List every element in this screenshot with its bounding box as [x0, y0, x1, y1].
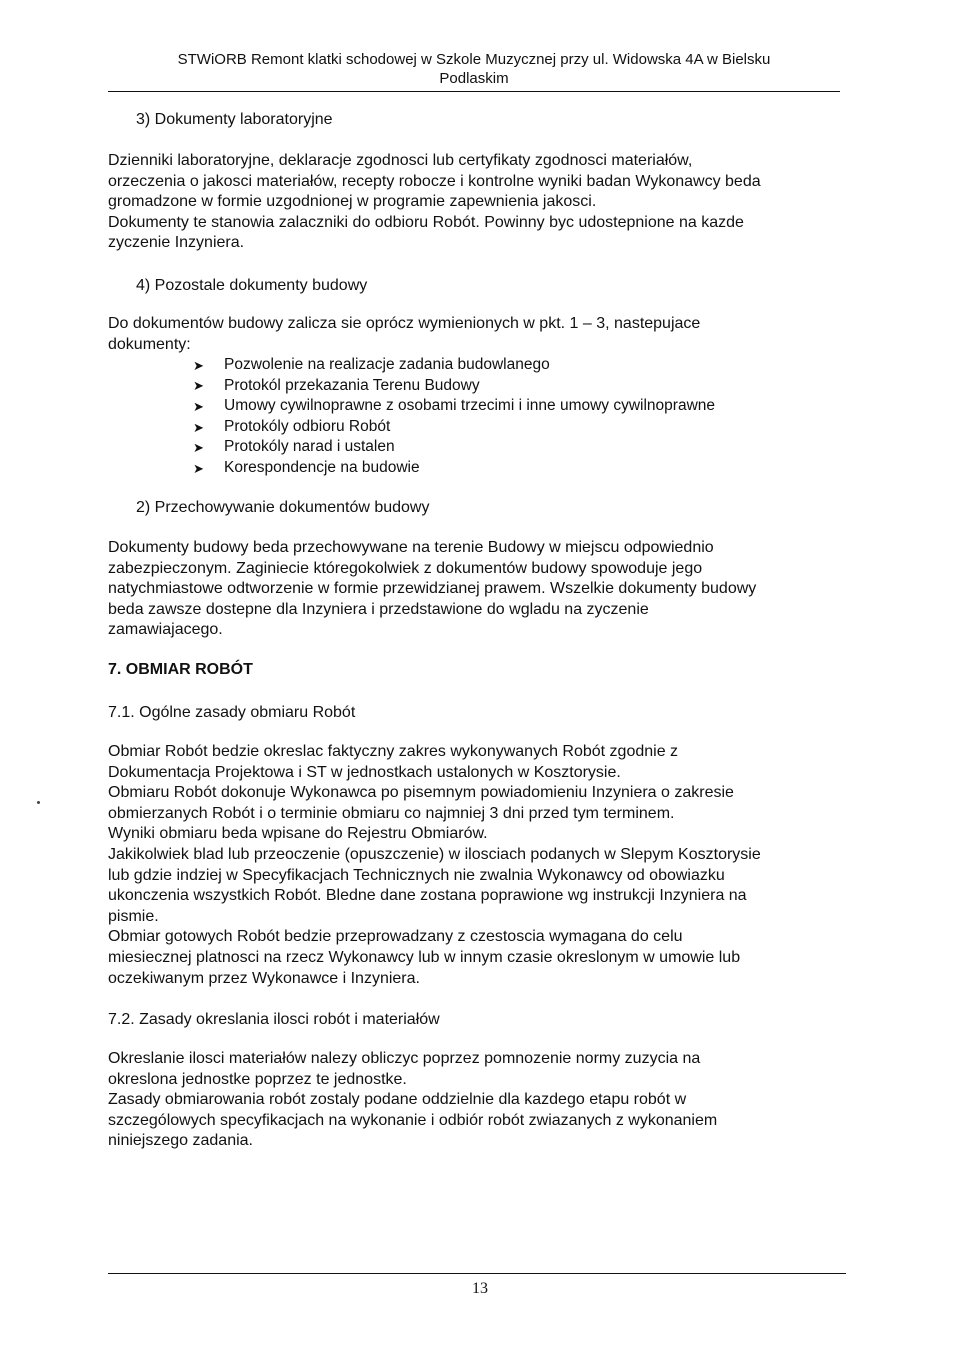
- list-item-text: Protokól przekazania Terenu Budowy: [224, 376, 480, 394]
- arrow-bullet-icon: ➤: [193, 419, 204, 435]
- text-line: Zasady obmiarowania robót zostaly podane oddzielnie dla kazdego etapu robót w: [108, 1091, 687, 1109]
- text-line: orzeczenia o jakosci materiałów, recepty robocze i kontrolne wyniki badan Wykonawcy beda: [108, 172, 761, 190]
- subsection-heading-7-1: 7.1. Ogólne zasady obmiaru Robót: [108, 704, 356, 721]
- text-line: dokumenty:: [108, 335, 191, 353]
- text-line: beda zawsze dostepne dla Inzyniera i przedstawione do wgladu na zyczenie: [108, 600, 649, 618]
- paragraph-measurement-rules: [108, 742, 828, 989]
- text-line: gromadzone w formie uzgodnionej w programie zapewnienia jakosci.: [108, 193, 597, 211]
- text-line: pismie.: [108, 907, 159, 925]
- section-heading-storage: 2) Przechowywanie dokumentów budowy: [136, 499, 430, 516]
- list-item: [193, 355, 715, 376]
- text-line: Okreslanie ilosci materiałów nalezy obliczyc poprzez pomnozenie normy zuzycia na: [108, 1050, 701, 1067]
- paragraph-lab-documents: [108, 151, 828, 254]
- section-heading-lab-documents: 3) Dokumenty laboratoryjne: [136, 111, 333, 128]
- list-item: [193, 417, 715, 438]
- text-line: Dokumenty te stanowia zalaczniki do odbioru Robót. Powinny byc udostepnione na kazde: [108, 213, 744, 231]
- list-item-text: Pozwolenie na realizacje zadania budowlanego: [224, 356, 550, 373]
- list-item: [193, 376, 715, 397]
- text-line: Wyniki obmiaru beda wpisane do Rejestru Obmiarów.: [108, 825, 488, 843]
- text-line: zabezpieczonym. Zaginiecie któregokolwiek z dokumentów budowy spowoduje jego: [108, 559, 703, 577]
- text-line: oczekiwanym przez Wykonawce i Inzyniera.: [108, 969, 420, 987]
- text-line: Do dokumentów budowy zalicza sie oprócz wymienionych w pkt. 1 – 3, nastepujace: [108, 315, 701, 332]
- header-divider: [108, 91, 840, 92]
- arrow-bullet-icon: ➤: [193, 378, 204, 394]
- arrow-bullet-icon: ➤: [193, 357, 204, 373]
- header-title-line-2: Podlaskim: [439, 70, 509, 87]
- text-line: Dokumenty budowy beda przechowywane na terenie Budowy w miejscu odpowiednio: [108, 539, 714, 556]
- arrow-bullet-icon: ➤: [193, 440, 204, 456]
- text-line: lub gdzie indziej w Specyfikacjach Technicznych nie zwalnia Wykonawcy od obowiazku: [108, 866, 725, 884]
- text-line: Jakikolwiek blad lub przeoczenie (opuszczenie) w ilosciach podanych w Slepym Kosztorysie: [108, 845, 761, 863]
- paragraph-quantity-rules: [108, 1049, 828, 1152]
- text-line: szczególowych specyfikacjach na wykonanie i odbiór robót zwiazanych z wykonaniem: [108, 1111, 718, 1129]
- text-line: zyczenie Inzyniera.: [108, 234, 245, 252]
- list-item: [193, 396, 715, 417]
- text-line: miesiecznej platnosci na rzecz Wykonawcy lub w innym czasie okreslonym w umowie lub: [108, 948, 741, 966]
- list-item-text: Protokóly odbioru Robót: [224, 417, 391, 435]
- arrow-bullet-icon: ➤: [193, 398, 204, 414]
- list-item-text: Korespondencje na budowie: [224, 458, 420, 476]
- section-heading-other-documents: 4) Pozostale dokumenty budowy: [136, 277, 368, 294]
- text-line: Dokumentacja Projektowa i ST w jednostkach ustalonych w Kosztorysie.: [108, 763, 621, 781]
- text-line: Obmiaru Robót dokonuje Wykonawca po pisemnym powiadomieniu Inzyniera o zakresie: [108, 784, 734, 802]
- header-title-line-1: STWiORB Remont klatki schodowej w Szkole Muzycznej przy ul. Widowska 4A w Bielsku: [177, 51, 771, 68]
- text-line: Obmiar Robót bedzie okreslac faktyczny zakres wykonywanych Robót zgodnie z: [108, 743, 679, 760]
- document-bullet-list: [193, 355, 715, 479]
- list-item-text: Umowy cywilnoprawne z osobami trzecimi i inne umowy cywilnoprawne: [224, 397, 716, 415]
- footer-divider: [108, 1273, 846, 1274]
- paragraph-other-documents: [108, 314, 828, 355]
- list-item: [193, 458, 715, 479]
- chapter-heading-measurement: 7. OBMIAR ROBÓT: [108, 661, 253, 678]
- text-line: okreslona jednostke poprzez te jednostke.: [108, 1070, 407, 1088]
- subsection-heading-7-2: 7.2. Zasady okreslania ilosci robót i materiałów: [108, 1011, 440, 1028]
- text-line: niniejszego zadania.: [108, 1132, 253, 1150]
- paragraph-storage: [108, 538, 828, 641]
- text-line: ukonczenia wszystkich Robót. Bledne dane zostana poprawione wg instrukcji Inzyniera na: [108, 887, 747, 905]
- page-header: [108, 50, 840, 88]
- list-item-text: Protokóly narad i ustalen: [224, 438, 395, 456]
- text-line: obmierzanych Robót i o terminie obmiaru co najmniej 3 dni przed tym terminem.: [108, 804, 675, 822]
- text-line: natychmiastowe odtworzenie w formie przewidzianej prawem. Wszelkie dokumenty budowy: [108, 580, 757, 598]
- text-line: zamawiajacego.: [108, 621, 223, 639]
- text-line: Dzienniki laboratoryjne, deklaracje zgodnosci lub certyfikaty zgodnosci materiałów,: [108, 152, 693, 169]
- scan-speck: [37, 801, 40, 804]
- arrow-bullet-icon: ➤: [193, 460, 204, 476]
- list-item: [193, 437, 715, 458]
- page-number: 13: [472, 1280, 488, 1297]
- text-line: Obmiar gotowych Robót bedzie przeprowadzany z czestoscia wymagana do celu: [108, 928, 683, 946]
